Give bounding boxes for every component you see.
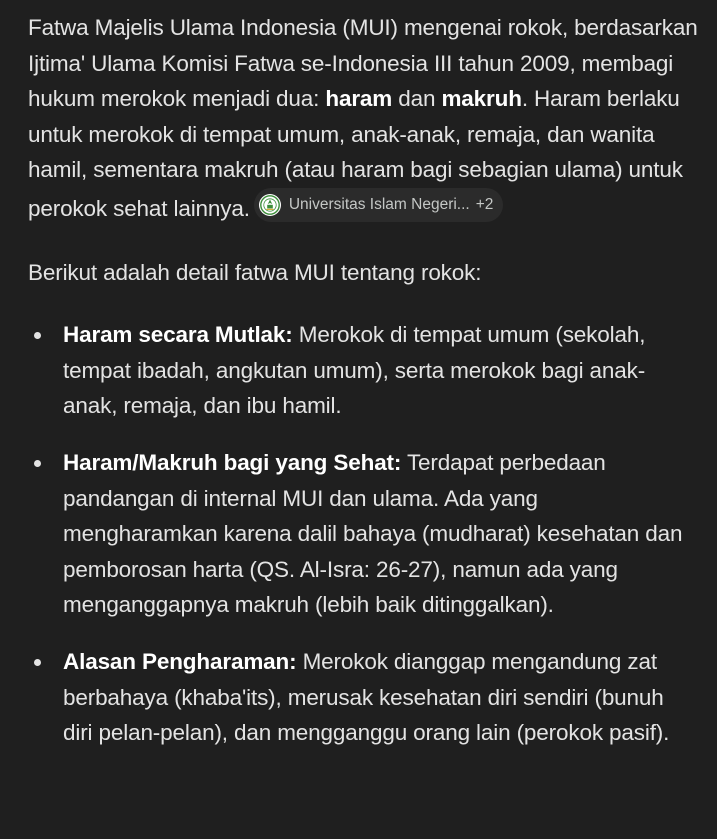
intro-bold-makruh: makruh (441, 86, 522, 112)
intro-text-1: Fatwa Majelis Ulama Indonesia (MUI) mengenai rokok, berdasarkan Ijtima' Ulama Komisi Fatwa se-Indonesia III tahun 2009, membagi hukum merokok menjadi dua: (28, 15, 698, 112)
list-item-text: Merokok di tempat umum (sekolah, tempat ibadah, angkutan umum), serta merokok bagi anak-anak, remaja, dan ibu hamil. (63, 322, 646, 419)
list-item-title: Haram secara Mutlak: (63, 322, 293, 348)
intro-text-2: dan (392, 86, 442, 112)
intro-paragraph (28, 10, 698, 227)
list-item (28, 644, 698, 751)
list-item (28, 445, 698, 623)
ai-answer (28, 10, 698, 772)
source-chip[interactable] (254, 188, 504, 222)
intro-bold-haram: haram (325, 86, 393, 112)
detail-lead: Berikut adalah detail fatwa MUI tentang rokok: (28, 259, 482, 285)
list-item-text: Terdapat perbedaan pandangan di internal MUI dan ulama. Ada yang mengharamkan karena dalil bahaya (mudharat) kesehatan dan pemborosan harta (QS. Al-Isra: 26-27), namun ada yang menganggapnya makruh (lebih baik ditinggalkan). (63, 449, 683, 618)
detail-list (28, 317, 698, 751)
list-item-text: Merokok dianggap mengandung zat berbahaya (khaba'its), merusak kesehatan diri sendiri (bunuh diri pelan-pelan), dan mengganggu orang lain (perokok pasif). (63, 648, 670, 746)
source-chip-count: +2 (475, 195, 494, 213)
list-item (28, 317, 698, 424)
list-item-title: Alasan Pengharaman: (63, 648, 297, 674)
source-chip-label: Universitas Islam Negeri... (288, 195, 470, 213)
university-logo-icon (259, 194, 281, 216)
list-item-title: Haram/Makruh bagi yang Sehat: (63, 449, 402, 475)
intro-text-3: . Haram berlaku untuk merokok di tempat umum, anak-anak, remaja, dan wanita hamil, sementara makruh (atau haram bagi sebagian ulama) untuk perokok sehat lainnya. (28, 86, 683, 221)
